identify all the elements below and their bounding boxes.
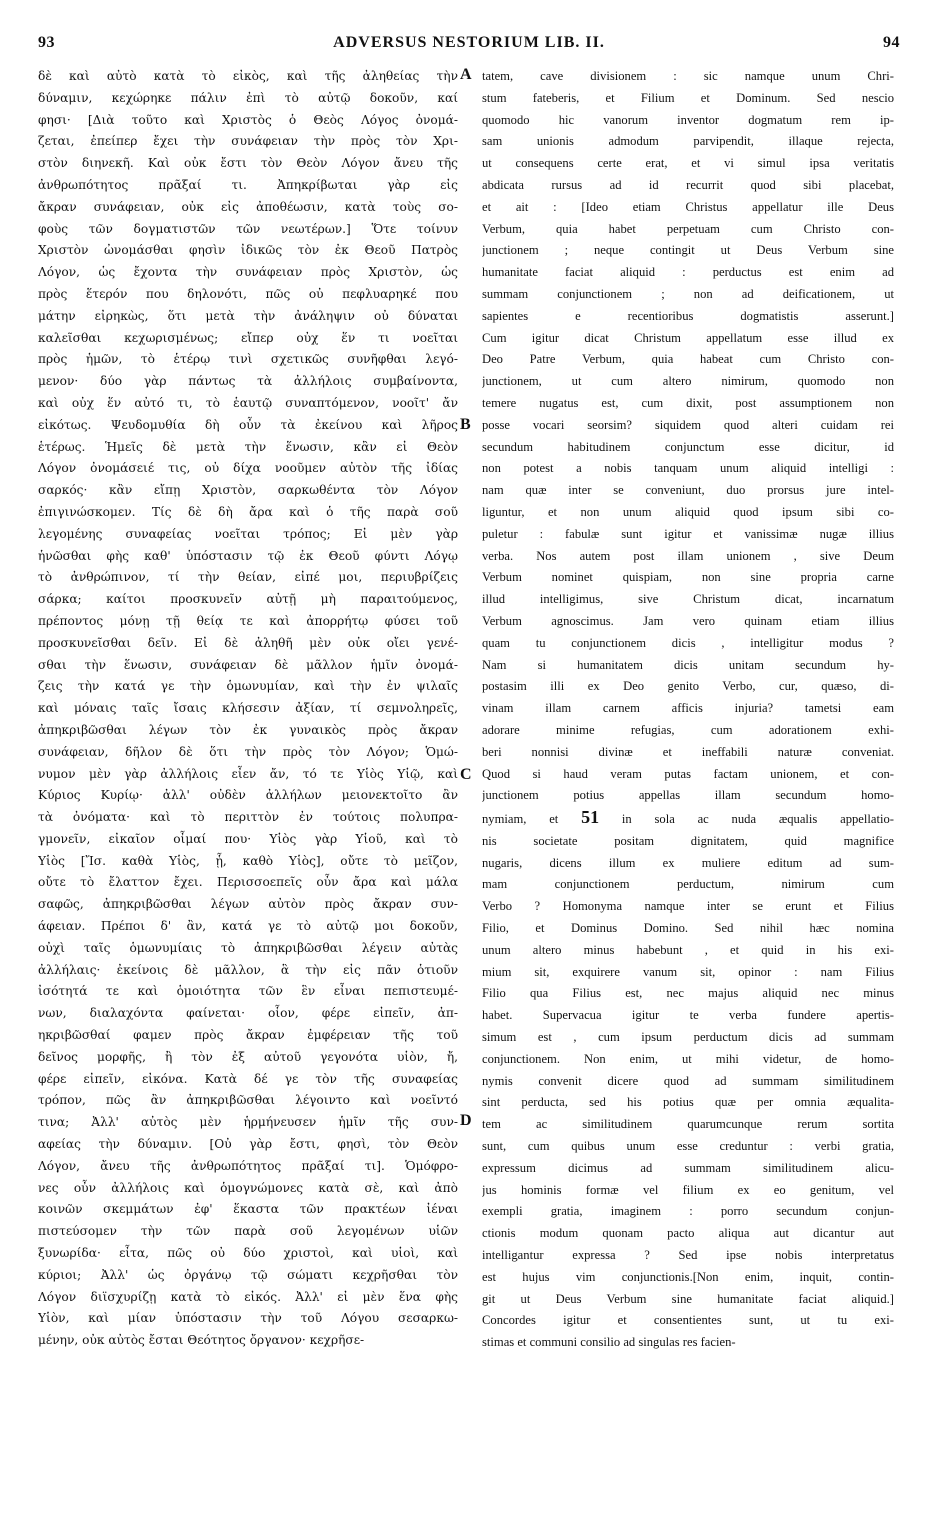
greek-text-line: δεῖνος μορφῆς, ἢ τὸν ἐξ αὐτοῦ γεγονότα υἱὸν, ἤ, (38, 1049, 458, 1064)
column-number-marker: 51 (581, 807, 600, 828)
latin-text-line: simum est , cum ipsum perductum dicis ad summam (482, 1030, 894, 1045)
greek-text-line: συνάφειαν, δῆλον δὲ ὅτι τὴν πρὸς τὸν Λόγον; Ὁμώ- (38, 744, 458, 759)
latin-text-fragment: in sola ac nuda æqualis appellatio- (621, 812, 894, 827)
greek-text-line: φοὺς τῶν δογματιστῶν τῶν νεωτέρων.] Ὅτε τοίνυν (38, 221, 458, 236)
latin-text-line: Deo Patre Verbum, quia habeat cum Christo con- (482, 352, 894, 367)
running-header (38, 34, 900, 60)
greek-text-line: λεγομένης συναφείας νοεῖται τρόπος; Εἰ μὲν γὰρ (38, 526, 458, 541)
latin-text-line: nis societate positam dignitatem, quid magnifice (482, 833, 894, 848)
greek-text-line: προσκυνεῖσθαι δεῖν. Εἰ δὲ ἀληθῆ μὲν οὐκ οἴει γενέ- (38, 635, 458, 650)
greek-text-line: πρέποντος μόνῃ τῇ θείᾳ τε καὶ ἀπορρήτῳ φύσει τοῦ (38, 613, 458, 628)
latin-text-line: Verbum agnoscimus. Jam vero quinam etiam illius (482, 613, 894, 628)
latin-text-line: nam quæ inter se conveniunt, duo prorsus jure intel- (482, 483, 894, 498)
latin-text-line: ut consequens certe erat, et vi simul ipsa veritatis (482, 156, 894, 171)
page-number-right: 94 (883, 34, 900, 51)
latin-text-line: Filio, et Dominus Domino. Sed nihil hæc nomina (482, 921, 894, 936)
greek-text-line: Χριστὸν ὠνομάσθαι φησὶν ἰδικῶς τὸν ἐκ Θεοῦ Πατρὸς (38, 243, 458, 258)
greek-text-line: Κύριος Κυρίῳ· ἀλλ' οὐδὲν ἀλλήλων μειονεκτοῖτο ἂν (38, 788, 458, 803)
greek-column (38, 66, 458, 1520)
latin-text-line: intelligantur expressa ? Sed ipse nobis interpretatus (482, 1248, 894, 1263)
latin-text-line: posse vocari seorsim? siquidem quod alteri cuidam rei (482, 417, 894, 432)
latin-text-line: vinam illam carnem afficis injuria? tametsi eam (482, 701, 894, 716)
margin-letter-b: B (460, 416, 471, 433)
greek-text-line: φέρε εἰπεῖν, εἰκόνα. Κατὰ δέ γε τὸν τῆς συναφείας (38, 1071, 458, 1086)
latin-text-line: jus hominis formæ vel filium ex eo genitum, vel (482, 1182, 894, 1197)
latin-text-line: Verbo ? Homonyma namque inter se erunt et Filius (482, 899, 894, 914)
greek-text-line: κοινῶν σκεμμάτων ἐφ' ἕκαστα τῶν πρακτέων ἰέναι (38, 1202, 458, 1217)
latin-text-line: liguntur, et non unum aliquid quod ipsum sibi co- (482, 504, 894, 519)
greek-text-line: νυμον μὲν γὰρ ἀλλήλοις εἶεν ἄν, τό τε Υἱὸς Υἱῷ, καὶ (38, 766, 458, 781)
latin-text-line: illud intelligimus, sive Christum dicat, incarnatum (482, 592, 894, 607)
latin-text-line: junctionem ; neque contingit ut Deus Verbum sine (482, 243, 894, 258)
latin-text-line: Filio qua Filius est, nec majus aliquid nec minus (482, 986, 894, 1001)
greek-text-line: ἄκραν συνάφειαν, οὐκ εἰς ἀποθέωσιν, κατὰ τοὺς σο- (38, 199, 458, 214)
latin-text-line (482, 807, 894, 831)
latin-column (482, 66, 894, 1520)
greek-text-line: δὲ καὶ αὐτὸ κατὰ τὸ εἰκὸς, καὶ τῆς ἀληθείας τὴν (38, 69, 458, 83)
latin-text-line: temere nugatus est, cum dixit, post assumptionem non (482, 395, 894, 410)
latin-text-line: sam unionis admodum parvipendit, illaque rejecta, (482, 134, 894, 149)
margin-letter-c: C (460, 766, 472, 783)
greek-text-line: γμονεῖν, εἰκαῖον οἶμαί που· Υἱὸς γὰρ Υἱοῦ, καὶ τὸ (38, 831, 458, 846)
latin-text-line: est hujus vim conjunctionis.[Non enim, inquit, contin- (482, 1269, 894, 1284)
latin-text-line: secundum habitudinem conjunctum esse dicitur, id (482, 439, 894, 454)
greek-text-line: σθαι τὴν ἕνωσιν, συνάφειαν δὲ μᾶλλον ἡμῖν ὀνομά- (38, 657, 458, 672)
greek-text-line: ζεται, ἐπείπερ ἔχει τὴν συνάφειαν τὴν πρὸς τὸν Χρι- (38, 134, 458, 149)
greek-text-line: πιστεύσομεν τὴν τῶν παρὰ σοῦ λεγομένων υἱῶν (38, 1224, 458, 1239)
latin-text-line: postasim illi ex Deo genito Verbo, cur, quæso, di- (482, 679, 894, 694)
greek-text-line: σαφῶς, ἀπηκριβῶσθαι λέγων αὐτὸν πρὸς ἄκραν συν- (38, 897, 458, 912)
greek-text-line: Λόγον, ὡς ἔχοντα τὴν συνάφειαν πρὸς Χριστὸν, ὡς (38, 265, 458, 280)
running-title: ADVERSUS NESTORIUM LIB. II. (333, 34, 605, 51)
latin-text-line: et ait : [Ideo etiam Christus appellatur ille Deus (482, 199, 894, 214)
latin-text-line: Quod si haud veram putas factam unionem, et con- (482, 766, 894, 781)
greek-text-line: οὐχὶ ταῖς ὁμωνυμίαις τὸ ἀπηκριβῶσθαι λέγειν αὐτὰς (38, 940, 458, 955)
greek-text-line: οὔτε τὸ ἔλαττον ἔχει. Περισσοεπεῖς οὖν ἄρα καὶ μάλα (38, 875, 458, 890)
latin-text-line: beri nonnisi divinæ et ineffabili naturæ conveniat. (482, 744, 894, 759)
greek-text-line: σαρκός· κἂν εἴπῃ Χριστὸν, σαρκωθέντα τὸν Λόγον (38, 483, 458, 498)
greek-text-line: πρὸς ἡμῶν, τὸ ἑτέρῳ τινὶ σχετικῶς συνῆφθαι λεγό- (38, 352, 458, 367)
latin-text-line: humanitate faciat aliquid : perductus est enim ad (482, 265, 894, 280)
greek-text-line: πρὸς ἕτερόν που δηλονότι, πῶς οὐ πεφλυαρηκέ που (38, 286, 458, 301)
greek-text-line: Λόγον διϊσχυρίζῃ κατὰ τὸ εἰκός. Ἀλλ' εἰ μὲν ἕνα φὴς (38, 1289, 458, 1304)
latin-text-line: stimas et communi consilio ad singulas res facien- (482, 1335, 736, 1350)
greek-text-line: καὶ μόναις ταῖς ἴσαις κλήσεσιν ἀξίαν, τί σεμνοληρεῖς, (38, 701, 458, 716)
greek-text-line: Υἱὸς [Ἴσ. καθὰ Υἱὸς, ᾗ, καθὸ Υἱὸς], οὔτε τὸ μεῖζον, (38, 853, 458, 868)
margin-letter-d: D (460, 1112, 472, 1129)
latin-text-line: quomodo hic vanorum inventor dogmatum rem ip- (482, 112, 894, 127)
latin-text-line: tatem, cave divisionem : sic namque unum Chri- (482, 69, 894, 83)
greek-text-line: ἀπηκριβῶσθαι λέγων τὸν ἐκ γυναικὸς πρὸς ἄκραν (38, 722, 458, 737)
greek-text-line: στὸν διηνεκῆ. Καὶ οὐκ ἔστι τὸν Θεὸν Λόγον ἄνευ τῆς (38, 156, 458, 171)
greek-text-line: ξυνωρίδα· εἶτα, πῶς οὐ δύο χριστοὶ, καὶ υἱοὶ, καὶ (38, 1246, 458, 1261)
greek-text-line: ἰσότητά τε καὶ ὁμοιότητα τῶν ἓν εἶναι πεπιστευμέ- (38, 984, 458, 999)
greek-text-line: αφείας τὴν δύναμιν. [Οὐ γὰρ ἔστι, φησὶ, τὸν Θεὸν (38, 1137, 458, 1152)
greek-text-line: καλεῖσθαι κεχωρισμένως; εἴπερ οὐχ ἕν τι νοεῖται (38, 330, 458, 345)
latin-text-line: unum altero minus habebunt , et quid in his exi- (482, 942, 894, 957)
greek-text-line: κύριοι; Ἀλλ' ὡς ὀργάνῳ τῷ σώματι κεχρῆσθαι τὸν (38, 1267, 458, 1282)
page-number-left: 93 (38, 34, 55, 51)
latin-text-line: mium sit, exquirere vanum sit, opinor : nam Filius (482, 964, 894, 979)
greek-text-line: ἐπιγινώσκομεν. Τίς δὲ δὴ ἄρα καὶ ὁ τῆς παρὰ σοῦ (38, 504, 458, 519)
greek-text-line: άφειαν. Πρέποι δ' ἂν, κατά γε τὸ αὐτῷ μοι δοκοῦν, (38, 919, 458, 934)
greek-text-line: Λόγον ὀνομάσειέ τις, οὐ δίχα νοοῦμεν αὐτὸν τῆς ἰδίας (38, 461, 458, 476)
latin-text-line: Verbum nominet quispiam, non sine propria carne (482, 570, 894, 585)
latin-text-line: nymis convenit dicere quod ad summam similitudinem (482, 1073, 894, 1088)
latin-text-line: tem ac similitudinem quarumcunque rerum sortita (482, 1117, 894, 1132)
greek-text-line: τρόπον, πῶς ἂν ἀπηκριβῶσθαι λέγοιντο καὶ νοεῖντό (38, 1093, 458, 1108)
latin-text-line: stum fateberis, et Filium et Dominum. Sed nescio (482, 90, 894, 105)
greek-text-line: σάρκα; καίτοι προσκυνεῖν αὐτῇ μὴ παραιτούμενος, (38, 592, 458, 607)
latin-text-line: puletur : fabulæ sunt igitur et vanissimæ nugæ illius (482, 526, 894, 541)
latin-text-line: junctionem potius appellas illam secundum homo- (482, 788, 894, 803)
latin-text-line: Cum igitur dicat Christum appellatum esse illud ex (482, 330, 894, 345)
latin-text-line: mam conjunctionem perductum, nimirum cum (482, 877, 894, 892)
latin-text-line: non potest a nobis tanquam unum aliquid intelligi : (482, 461, 894, 476)
latin-text-line: abdicata rursus ad id recurrit quod sibi placebat, (482, 177, 894, 192)
latin-text-line: junctionem, ut cum altero nimirum, quomodo non (482, 374, 894, 389)
greek-text-line: μένην, οὐκ αὐτὸς ἔσται Θεότητος ὄργανον· κεχρῆσε- (38, 1333, 365, 1348)
greek-text-line: τινα; Ἀλλ' αὐτὸς μὲν ἡρμήνευσεν ἡμῖν τῆς συν- (38, 1115, 458, 1130)
latin-text-line: Concordes igitur et consentientes sunt, ut tu exi- (482, 1313, 894, 1328)
greek-text-line: ἡνῶσθαι φὴς καθ' ὑπόστασιν τῷ ἐκ Θεοῦ φύντι Λόγῳ (38, 548, 458, 563)
latin-text-line: exempli gratia, imaginem : porro secundum conjun- (482, 1204, 894, 1219)
latin-text-line: habet. Supervacua igitur te verba fundere apertis- (482, 1008, 894, 1023)
margin-letter-a: A (460, 66, 472, 83)
greek-text-line: ἀλλήλαις· ἐκείνοις δὲ μᾶλλον, ἃ τὴν εἰς πᾶν ὁτιοῦν (38, 962, 458, 977)
greek-text-line: τὸ ἀνθρώπινον, τί τὴν θείαν, εἰπέ μοι, περιυβρίζεις (38, 570, 458, 585)
greek-text-line: Λόγον, ἄνευ τῆς ἀνθρωπότητος πρᾶξαί τι]. Ὁμόφρο- (38, 1158, 458, 1173)
latin-text-line: expressum dicimus ad summam similitudinem alicu- (482, 1160, 894, 1175)
greek-text-line: τὰ ὀνόματα· καὶ τὸ περιττὸν ἐν τούτοις πολυπρα- (38, 810, 458, 825)
greek-text-line: Υἱὸν, καὶ μίαν ὑπόστασιν τὴν τοῦ Λόγου σεσαρκω- (38, 1311, 458, 1326)
greek-text-line: ἑτέρως. Ἡμεῖς δὲ μετὰ τὴν ἕνωσιν, κἂν εἰ Θεὸν (38, 439, 458, 454)
latin-text-line: sunt, cum quibus unum esse creduntur : verbi gratia, (482, 1139, 894, 1154)
latin-text-line: ctionis modum quonam pacto aliqua aut dicantur aut (482, 1226, 894, 1241)
greek-text-line: εἰκότως. Ψευδομυθία δὴ οὖν τὰ ἐκείνου καὶ λῆρος (38, 417, 458, 432)
latin-text-line: summam conjunctionem ; non ad deificationem, ut (482, 286, 894, 301)
latin-text-line: sint perducta, sed his potius quæ per omnia æqualita- (482, 1095, 894, 1110)
latin-text-line: sapientes e recentioribus dogmatistis asserunt.] (482, 308, 894, 323)
latin-text-line: conjunctionem. Non enim, ut mihi videtur, de homo- (482, 1051, 894, 1066)
greek-text-line: μάτην εἰρηκὼς, ὅτι μετὰ τὴν ἀνάληψιν οὐ δύναται (38, 308, 458, 323)
greek-text-line: μενον· δύο γὰρ πάντως τὰ ἀλλήλοις συμβαίνοντα, (38, 374, 458, 389)
latin-text-line: verba. Nos autem post illam unionem , sive Deum (482, 548, 894, 563)
greek-text-line: φησι· [Διὰ τοῦτο καὶ Χριστὸς ὁ Θεὸς Λόγος ὀνομά- (38, 112, 458, 127)
latin-text-line: adorare minime refugias, cum adorationem exhi- (482, 722, 894, 737)
greek-text-line: δύναμιν, κεχώρηκε πάλιν ἐπὶ τὸ αὐτῷ δοκοῦν, καί (38, 90, 458, 105)
greek-text-line: ηκριβῶσθαί φαμεν πρὸς ἄκραν ἐμφέρειαν τῆς τοῦ (38, 1028, 458, 1043)
latin-text-fragment: nymiam, et (482, 812, 559, 827)
greek-text-line: ζεις τὴν κατά γε τὴν ὁμωνυμίαν, καὶ τὴν ἐν ψιλαῖς (38, 679, 458, 694)
latin-text-line: git ut Deus Verbum sine humanitate faciat aliquid.] (482, 1291, 894, 1306)
greek-text-line: νων, διαλαχόντα φαίνεται· οἷον, φέρε εἰπεῖν, ἀπ- (38, 1006, 458, 1021)
latin-text-line: nugaris, dicens illum ex muliere editum ad sum- (482, 855, 894, 870)
latin-text-line: quam tu conjunctionem dicis , intelligitur modus ? (482, 635, 894, 650)
greek-text-line: καὶ οὐχ ἕν αὐτό τι, τὸ ἑαυτῷ συναπτόμενον, νοοῖτ' ἄν (38, 395, 458, 410)
latin-text-line: Nam si humanitatem dicis unitam secundum hy- (482, 657, 894, 672)
latin-text-line: Verbum, quia habet perpetuam cum Christo con- (482, 221, 894, 236)
greek-text-line: νες οὖν ἀλλήλοις καὶ ὁμογνώμονες κατὰ σὲ, καὶ ἀπὸ (38, 1180, 458, 1195)
greek-text-line: ἀνθρωπότητος πρᾶξαί τι. Ἀπηκρίβωται γὰρ εἰς (38, 177, 458, 192)
